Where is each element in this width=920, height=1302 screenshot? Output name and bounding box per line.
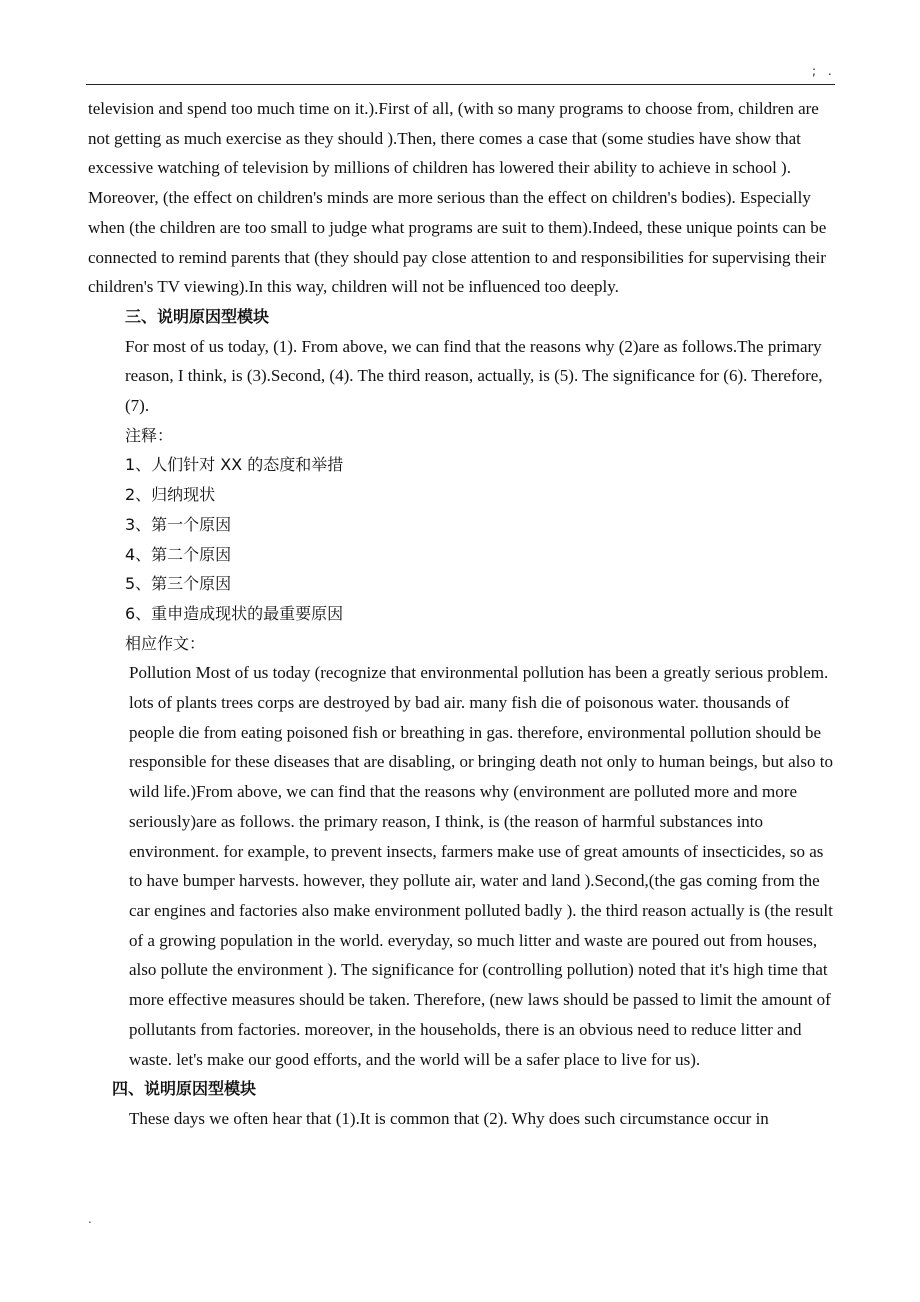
footer-mark: . xyxy=(88,1212,92,1226)
note-item: 2、归纳现状 xyxy=(125,485,216,505)
header-rule xyxy=(86,84,835,85)
note-item: 3、第一个原因 xyxy=(125,514,232,534)
note-item: 4、第二个原因 xyxy=(125,544,232,564)
section-heading-3: 三、说明原因型模块 xyxy=(125,306,270,326)
paragraph-tv-children: television and spend too much time on it.).First of all, (with so many programs to choose from, children are not getting as much exercise as they should ).Then, there comes a case that (some studies have show that excessive watching of television by millions of children has lowered their ability to achieve in school ). Moreover, (the effect on children's minds are more serious than the effect on children's bodies). Especially when (the children are too small to judge what programs are suit to them).Indeed, these unique points can be connected to remind parents that (they should pay close attention to and responsibilities for supervising their children's TV viewing).In this way, children will not be influenced too deeply. xyxy=(88,99,827,297)
essay-paragraph: Pollution Most of us today (recognize that environmental pollution has been a greatly serious problem. lots of plants trees corps are destroyed by bad air. many fish die of poisonous water. thousands of people die from eating poisoned fish or breathing in gas. therefore, environmental pollution should be responsible for these diseases that are disabling, or bringing death not only to human beings, but also to wild life.)From above, we can find that the reasons why (environment are polluted more and more seriously)are as follows. the primary reason, I think, is (the reason of harmful substances into environment. for example, to prevent insects, farmers make use of great amounts of insecticides, so as to have bumper harvests. however, they pollute air, water and land ).Second,(the gas coming from the car engines and factories also make environment polluted badly ). the third reason actually is (the result of a growing population in the world. everyday, so much litter and waste are poured out from houses, also pollute the environment ). The significance for (controlling pollution) noted that it's high time that more effective measures should be taken. Therefore, (new laws should be passed to limit the amount of pollutants from factories. moreover, in the households, there is an obvious need to reduce litter and waste. let's make our good efforts, and the world will be a safer place to live for us). xyxy=(129,663,833,1069)
essay-label: 相应作文： xyxy=(125,633,206,653)
note-item: 1、人们针对 XX 的态度和举措 xyxy=(125,455,344,475)
note-item: 6、重申造成现状的最重要原因 xyxy=(125,603,344,623)
header-marks: ; . xyxy=(812,64,836,78)
template-paragraph-4: These days we often hear that (1).It is common that (2). Why does such circumstance occur in xyxy=(129,1108,769,1128)
document-body xyxy=(88,94,833,1134)
notes-label: 注释： xyxy=(125,425,174,445)
section-heading-4: 四、说明原因型模块 xyxy=(112,1079,257,1099)
note-item: 5、第三个原因 xyxy=(125,574,232,594)
template-paragraph-3: For most of us today, (1). From above, we can find that the reasons why (2)are as follows.The primary reason, I think, is (3).Second, (4). The third reason, actually, is (5). The significance for (6). Therefore, (7). xyxy=(125,336,823,416)
